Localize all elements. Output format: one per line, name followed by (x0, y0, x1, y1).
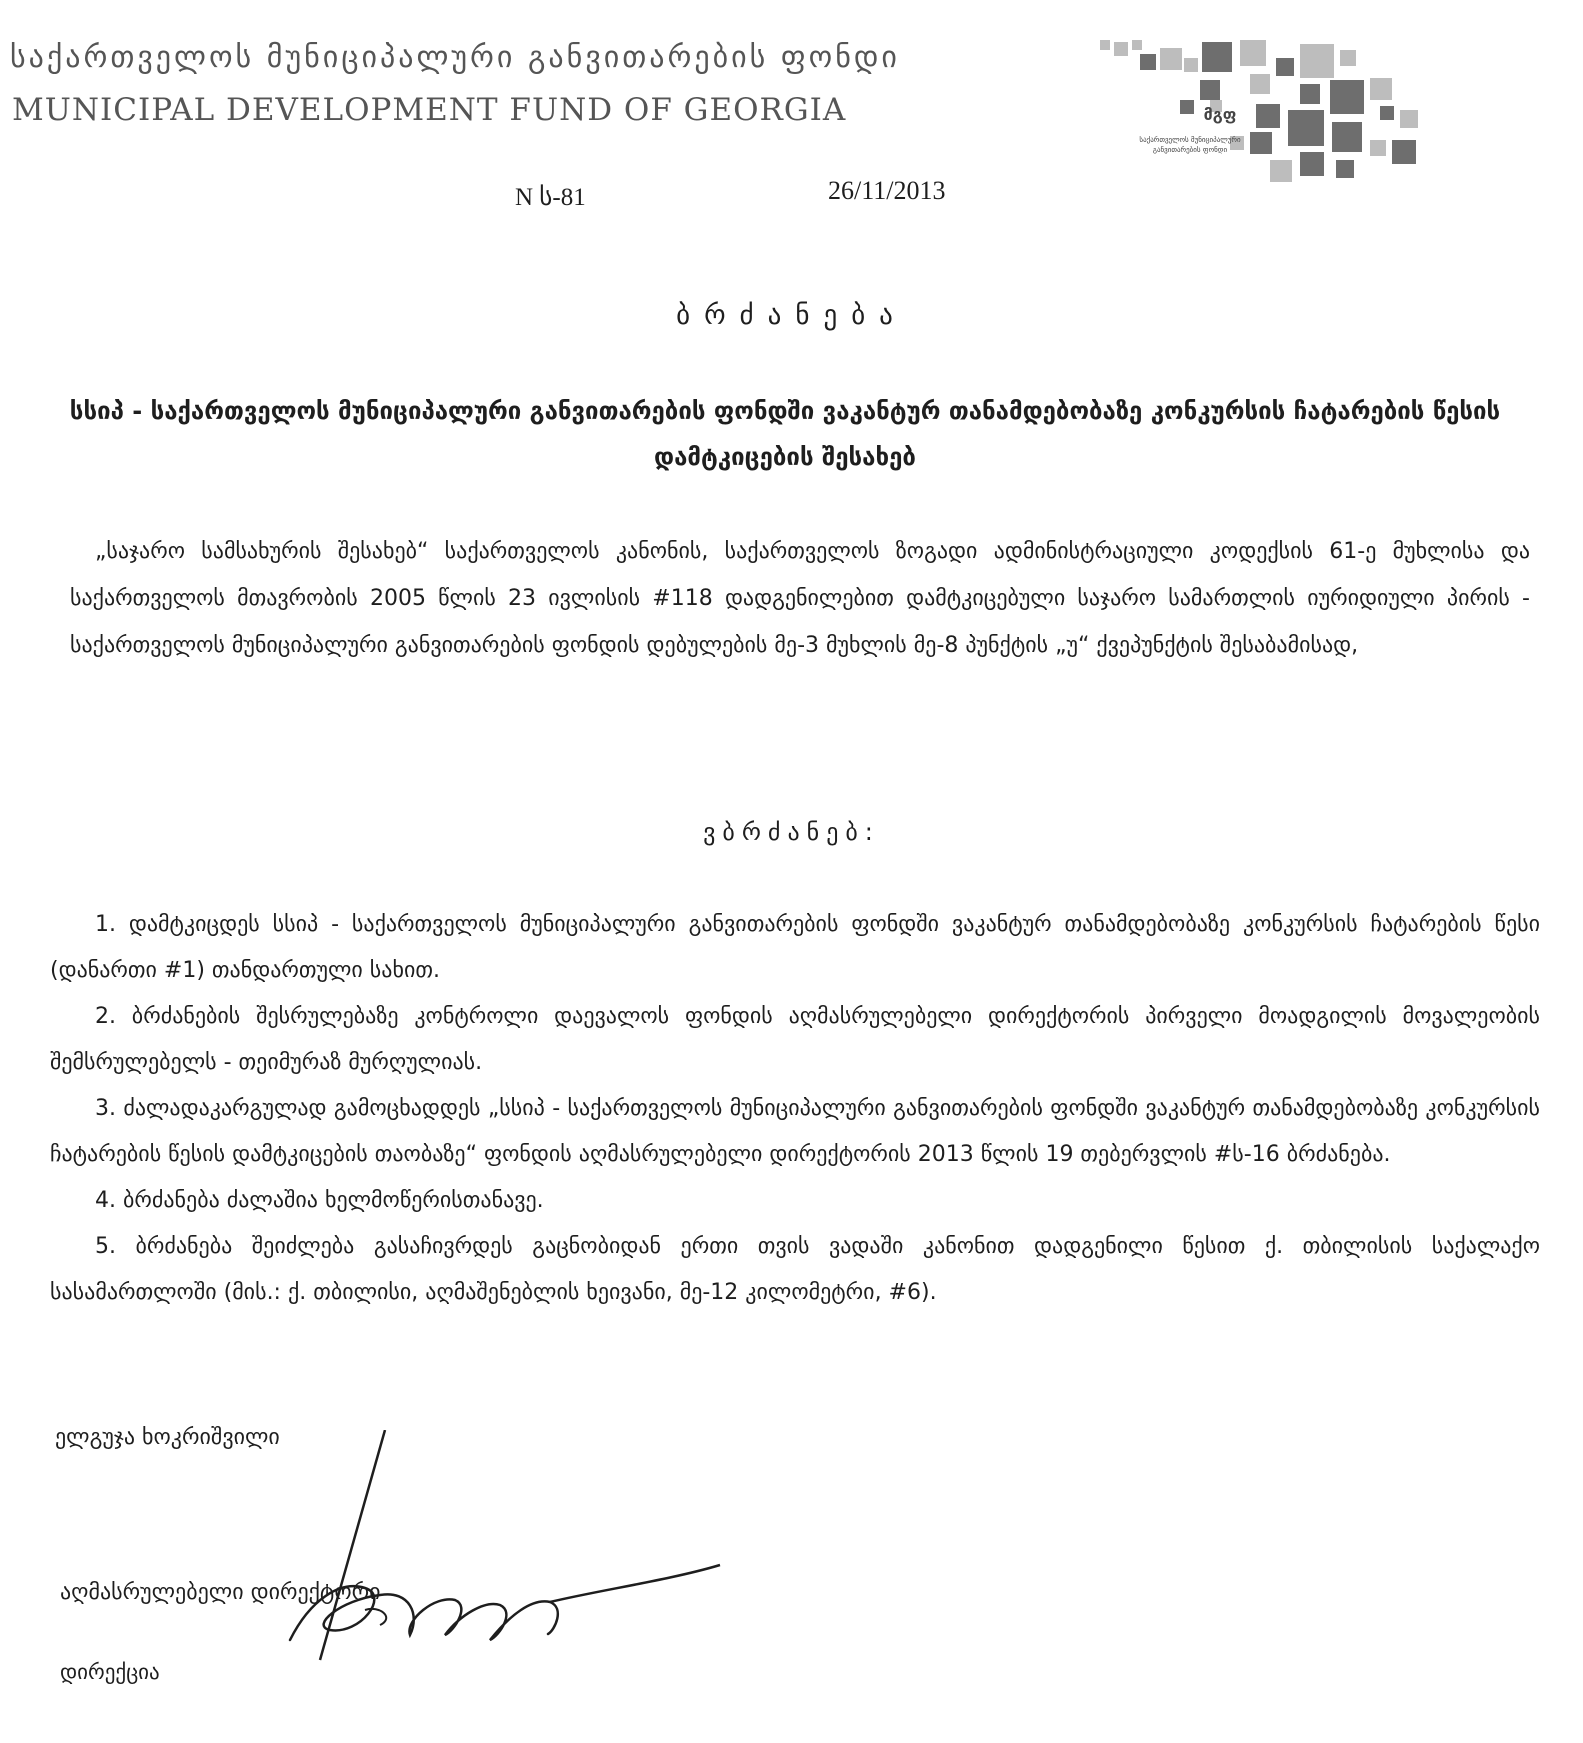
document-date: 26/11/2013 (828, 176, 946, 205)
logo-caption-line1: საქართველოს მუნიციპალური (1139, 136, 1241, 144)
preamble: „საჯარო სამსახურის შესახებ“ საქართველოს კანონის, საქართველოს ზოგადი ადმინისტრაციული კოდექსის 61-ე მუხლისა და საქართველოს მთავრობის 2005 წლის 23 ივლისის #118 დადგენილებით დამტკიცებული საჯარო სამართლის იურიდიული პირის - საქართველოს მუნიციპალური განვითარების ფონდის დებულების მე-3 მუხლის მე-8 პუნქტის „უ“ ქვეპუნქტის შესაბამისად, (70, 539, 1530, 658)
document-subject: სსიპ - საქართველოს მუნიციპალური განვითარების ფონდში ვაკანტურ თანამდებობაზე კონკურსის ჩატარების წესის დამტკიცების შესახებ (69, 397, 1501, 471)
department: დირექცია (60, 1660, 160, 1684)
order-points (50, 902, 1540, 1316)
mdf-logo (1100, 40, 1500, 200)
order-point: 1. დამტკიცდეს სსიპ - საქართველოს მუნიციპალური განვითარების ფონდში ვაკანტურ თანამდებობაზე კონკურსის ჩატარების წესი (დანართი #1) თანდართული სახით. (50, 912, 1540, 983)
org-name-english: MUNICIPAL DEVELOPMENT FUND OF GEORGIA (12, 92, 847, 128)
order-point: 4. ბრძანება ძალაშია ხელმოწერისთანავე. (95, 1188, 544, 1213)
handwritten-signature (270, 1430, 790, 1670)
logo-caption-line2: განვითარების ფონდი (1152, 146, 1228, 154)
order-point: 2. ბრძანების შესრულებაზე კონტროლი დაევალოს ფონდის აღმასრულებელი დირექტორის პირველი მოადგილის მოვალეობის შემსრულებელს - თეიმურაზ მურღულიას. (50, 1004, 1540, 1075)
document-number: N ს-81 (515, 184, 586, 211)
order-point: 3. ძალადაკარგულად გამოცხადდეს „სსიპ - საქართველოს მუნიციპალური განვითარების ფონდში ვაკანტურ თანამდებობაზე კონკურსის ჩატარების წესის დამტკიცების თაობაზე“ ფონდის აღმასრულებელი დირექტორის 2013 წლის 19 თებერვლის #ს-16 ბრძანება. (50, 1096, 1540, 1167)
signatory-position: აღმასრულებელი დირექტორი (60, 1580, 381, 1605)
signatory-name: ელგუჯა ხოკრიშვილი (55, 1425, 280, 1450)
document-title: ბრძანება (676, 300, 907, 331)
order-point: 5. ბრძანება შეიძლება გასაჩივრდეს გაცნობიდან ერთი თვის ვადაში კანონით დადგენილი წესით ქ. თბილისის საქალაქო სასამართლოში (მის.: ქ. თბილისი, აღმაშენებლის ხეივანი, მე-12 კილომეტრი, #6). (50, 1234, 1540, 1305)
order-word: ვბრძანებ: (703, 818, 880, 846)
org-name-georgian: საქართველოს მუნიციპალური განვითარების ფონდი (10, 40, 900, 75)
logo-abbr: მგფ (1203, 105, 1237, 124)
